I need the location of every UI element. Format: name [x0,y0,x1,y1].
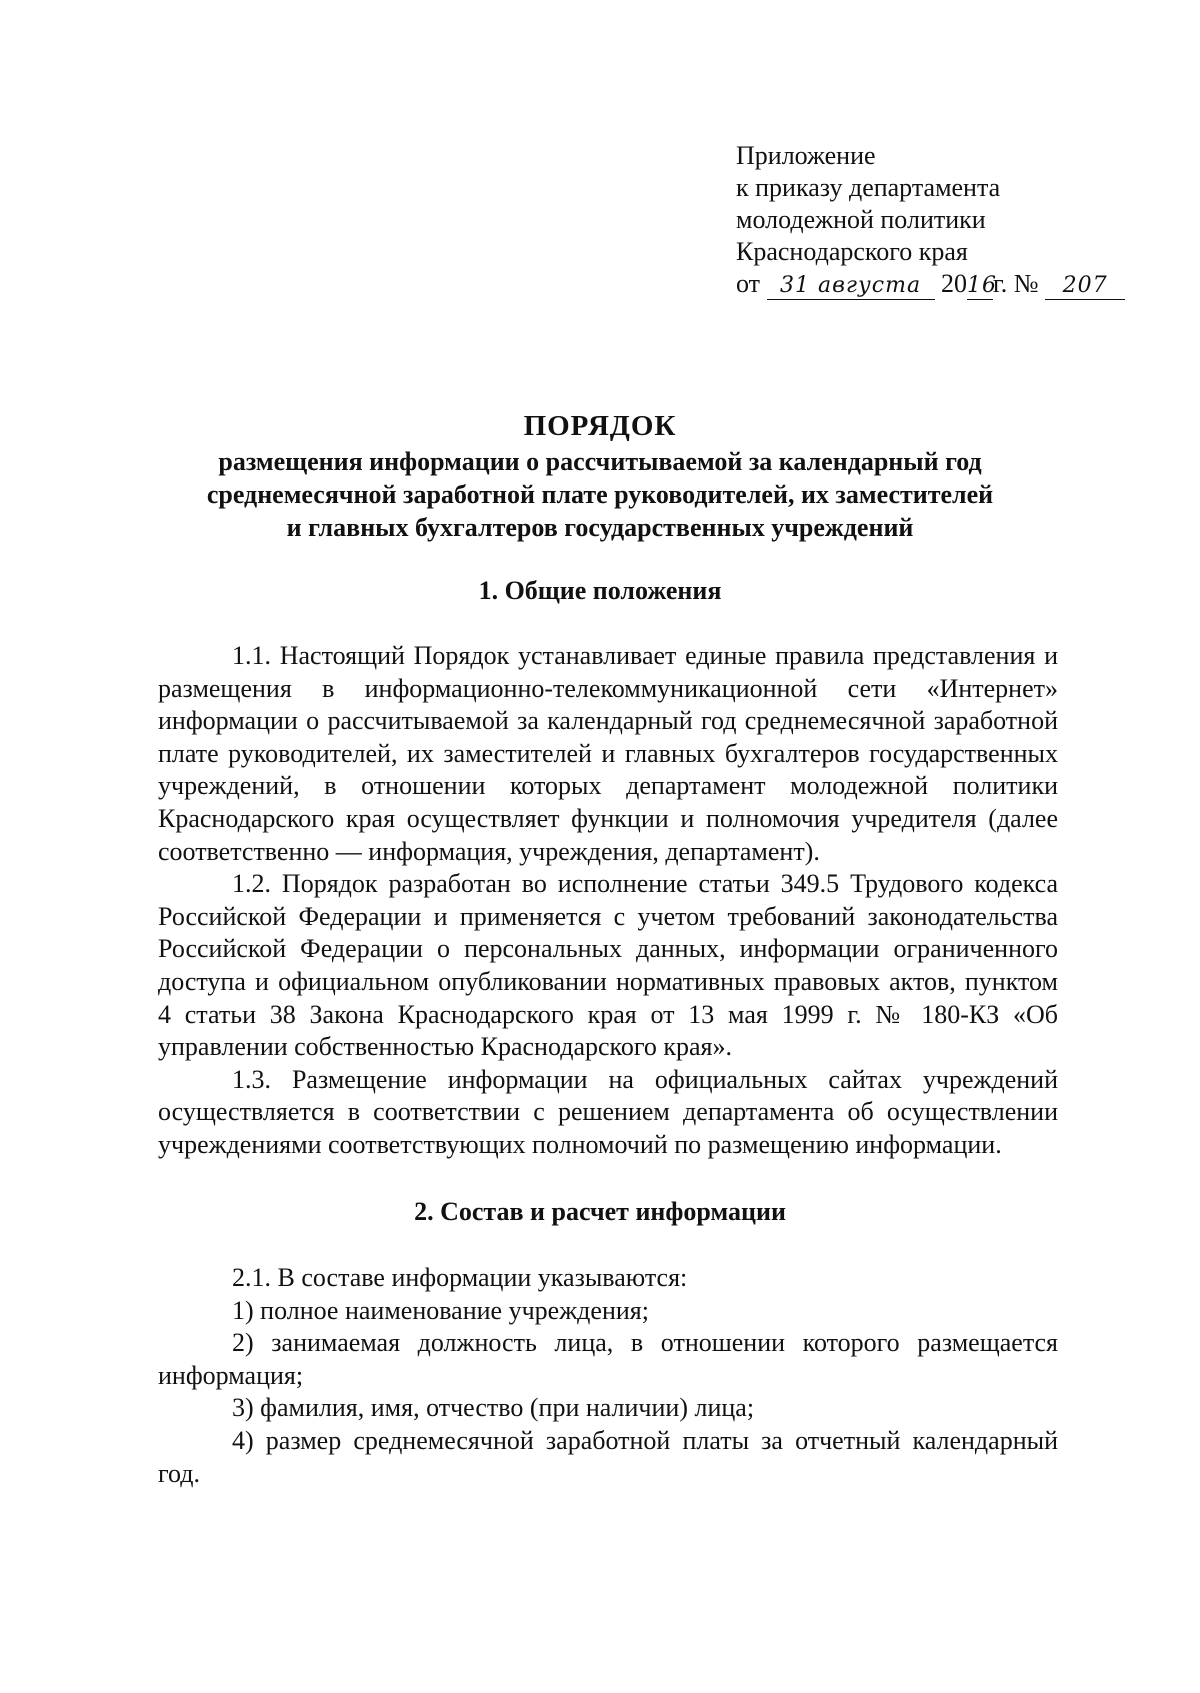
handwritten-date: 31 августа [767,273,935,300]
section-2-body [158,1262,1058,1490]
document-subtitle-line-1: размещения информации о рассчитываемой за календарный год [218,447,982,476]
document-title-block [150,410,1050,544]
handwritten-order-number: 207 [1045,273,1125,300]
list-item-3: 3) фамилия, имя, отчество (при наличии) лица; [232,1393,755,1423]
document-subtitle-line-2: среднемесячной заработной плате руководителей, их заместителей [206,480,994,509]
paragraph-1-2: 1.2. Порядок разработан во исполнение статьи 349.5 Трудового кодекса Российской Федерации и применяется с учетом требований законодательства Российской Федерации о персональных данных, информации ограниченного доступа и официальном опубликовании нормативных правовых актов, пунктом 4 статьи 38 Закона Краснодарского края от 13 мая 1999 г. № 180-КЗ «Об управлении собственностью Краснодарского края». [158,869,1058,1062]
appendix-order-line [736,268,1156,300]
appendix-line-4: Краснодарского края [736,237,968,266]
appendix-line-1: Приложение [736,141,876,170]
year-suffix-number-label: г. № [993,269,1039,298]
document-title: ПОРЯДОК [523,410,677,442]
list-item-1: 1) полное наименование учреждения; [232,1295,649,1325]
appendix-header [736,140,1156,300]
paragraph-2-1: 2.1. В составе информации указываются: [232,1263,688,1292]
section-1-heading: 1. Общие положения [478,576,722,605]
section-1-body [158,640,1058,1162]
paragraph-1-1: 1.1. Настоящий Порядок устанавливает единые правила представления и размещения в информационно-телекоммуникационной сети «Интернет» информации о рассчитываемой за календарный год среднемесячной заработной плате руководителей, их заместителей и главных бухгалтеров государственных учреждений, в отношении которых департамент молодежной политики Краснодарского края осуществляет функции и полномочия учредителя (далее соответственно — информация, учреждения, департамент). [158,641,1058,866]
paragraph-1-3: 1.3. Размещение информации на официальных сайтах учреждений осуществляется в соответствии с решением департамента об осуществлении учреждениями соответствующих полномочий по размещению информации. [158,1064,1058,1159]
handwritten-year: 16 [967,273,998,298]
appendix-line-2: к приказу департамента [736,173,1001,202]
appendix-from-label: от [736,269,761,298]
appendix-line-3: молодежной политики [736,205,986,234]
list-item-2: 2) занимаемая должность лица, в отношении которого размещается информация; [158,1328,1058,1390]
list-item-4: 4) размер среднемесячной заработной платы за отчетный календарный год. [158,1425,1058,1488]
year-prefix: 20 [941,269,968,298]
section-2-heading: 2. Состав и расчет информации [414,1197,786,1226]
document-subtitle-line-3: и главных бухгалтеров государственных учреждений [286,513,914,542]
